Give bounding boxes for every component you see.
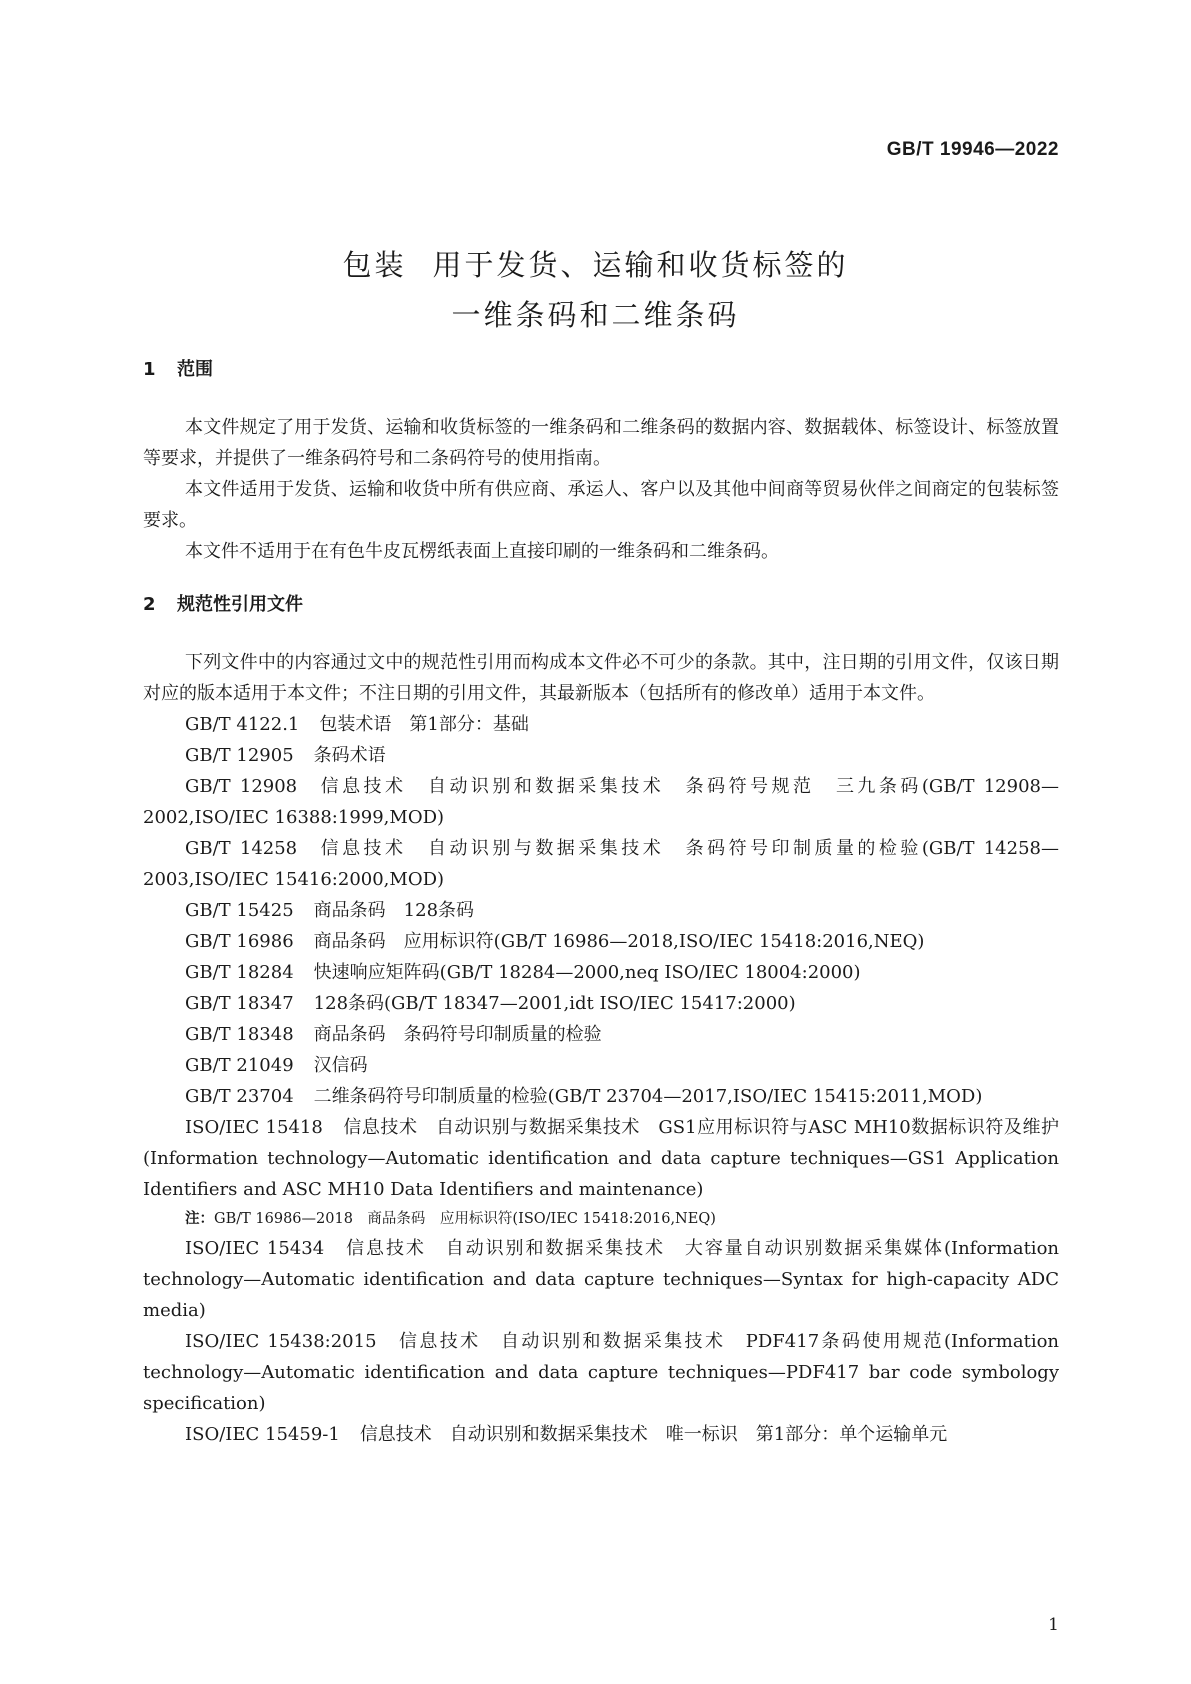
reference-code: ISO/IEC 15434 (185, 1238, 325, 1259)
reference-code: GB/T 18347 (185, 993, 294, 1014)
section-title: 范围 (177, 359, 213, 380)
section-title: 规范性引用文件 (177, 594, 303, 615)
reference-code: GB/T 18284 (185, 962, 294, 983)
reference-entry (143, 957, 1059, 988)
reference-code: ISO/IEC 15418 (185, 1117, 323, 1138)
reference-title: 信息技术 自动识别和数据采集技术 唯一标识 第1部分：单个运输单元 (359, 1424, 948, 1445)
reference-title: 商品条码 128条码 (313, 900, 475, 921)
reference-code: GB/T 12908 (185, 776, 298, 797)
section-heading (143, 355, 1059, 385)
reference-entry (143, 1019, 1059, 1050)
reference-code: GB/T 15425 (185, 900, 294, 921)
section-number: 2 (143, 594, 156, 615)
reference-code: ISO/IEC 15438:2015 (185, 1331, 377, 1352)
document-title (0, 240, 1191, 340)
reference-title: 汉信码 (313, 1055, 368, 1076)
reference-title: 128条码(GB/T 18347—2001,idt ISO/IEC 15417:2000) (313, 993, 796, 1014)
reference-entry (143, 1112, 1059, 1205)
title-part-1: 包装 (342, 248, 407, 282)
scope-paragraph: 本文件不适用于在有色牛皮瓦楞纸表面上直接印刷的一维条码和二维条码。 (185, 541, 779, 562)
reference-title: 信息技术 自动识别和数据采集技术 PDF417条码使用规范(Information technology—Automatic identification and data capture techniques—PDF417 bar code symbology specification) (143, 1331, 1060, 1414)
reference-title: 条码术语 (313, 745, 386, 766)
page-number: 1 (1048, 1615, 1059, 1635)
reference-code: GB/T 12905 (185, 745, 294, 766)
reference-title: 信息技术 自动识别与数据采集技术 GS1应用标识符与ASC MH10数据标识符及维护(Information technology—Automatic identification and data capture techniques—GS1 Application Identifiers and ASC MH10 Data Identifiers and maintenance) (143, 1117, 1059, 1200)
note-text: GB/T 16986—2018 商品条码 应用标识符(ISO/IEC 15418:2016,NEQ) (214, 1211, 716, 1227)
section-normative-references (143, 590, 1059, 620)
reference-code: GB/T 16986 (185, 931, 294, 952)
note-label: 注： (185, 1211, 214, 1227)
reference-entry (143, 1081, 1059, 1112)
reference-entry (143, 709, 1059, 740)
section-scope-body (143, 412, 1059, 567)
reference-code: GB/T 4122.1 (185, 714, 300, 735)
reference-entry (143, 771, 1059, 833)
reference-title: 商品条码 条码符号印制质量的检验 (313, 1024, 602, 1045)
reference-title: 快速响应矩阵码(GB/T 18284—2000,neq ISO/IEC 18004:2000) (313, 962, 861, 983)
reference-entry (143, 740, 1059, 771)
section-scope (143, 355, 1059, 385)
reference-title: 商品条码 应用标识符(GB/T 16986—2018,ISO/IEC 15418:2016,NEQ) (313, 931, 925, 952)
reference-title: 二维条码符号印制质量的检验(GB/T 23704—2017,ISO/IEC 15415:2011,MOD) (313, 1086, 983, 1107)
references-body (143, 647, 1059, 1450)
scope-paragraph: 本文件规定了用于发货、运输和收货标签的一维条码和二维条码的数据内容、数据载体、标签设计、标签放置等要求，并提供了一维条码符号和二条码符号的使用指南。 (143, 417, 1059, 469)
reference-code: GB/T 14258 (185, 838, 298, 859)
scope-paragraph: 本文件适用于发货、运输和收货中所有供应商、承运人、客户以及其他中间商等贸易伙伴之间商定的包装标签要求。 (143, 479, 1059, 531)
reference-code: GB/T 21049 (185, 1055, 294, 1076)
reference-entry (143, 895, 1059, 926)
reference-title: 信息技术 自动识别与数据采集技术 条码符号印制质量的检验(GB/T 14258—2003,ISO/IEC 15416:2000,MOD) (143, 838, 1059, 890)
reference-title: 包装术语 第1部分：基础 (319, 714, 529, 735)
reference-entry (143, 1419, 1059, 1450)
reference-code: GB/T 23704 (185, 1086, 294, 1107)
reference-entry (143, 1050, 1059, 1081)
title-line-2: 一维条码和二维条码 (451, 298, 740, 332)
reference-entry (143, 988, 1059, 1019)
references-intro: 下列文件中的内容通过文中的规范性引用而构成本文件必不可少的条款。其中，注日期的引用文件，仅该日期对应的版本适用于本文件；不注日期的引用文件，其最新版本（包括所有的修改单）适用于本文件。 (143, 652, 1059, 704)
standard-number: GB/T 19946—2022 (886, 139, 1059, 160)
reference-title: 信息技术 自动识别和数据采集技术 大容量自动识别数据采集媒体(Information technology—Automatic identification and data capture techniques—Syntax for high-capacity ADC media) (143, 1238, 1059, 1321)
reference-title: 信息技术 自动识别和数据采集技术 条码符号规范 三九条码(GB/T 12908—2002,ISO/IEC 16388:1999,MOD) (143, 776, 1059, 828)
reference-code: ISO/IEC 15459-1 (185, 1424, 340, 1445)
reference-entry (143, 926, 1059, 957)
title-line-1 (0, 240, 1191, 290)
section-number: 1 (143, 359, 156, 380)
reference-entry (143, 833, 1059, 895)
reference-note (143, 1205, 1059, 1233)
section-heading (143, 590, 1059, 620)
reference-entry (143, 1326, 1059, 1419)
reference-code: GB/T 18348 (185, 1024, 294, 1045)
title-part-2: 用于发货、运输和收货标签的 (432, 248, 849, 282)
reference-entry (143, 1233, 1059, 1326)
